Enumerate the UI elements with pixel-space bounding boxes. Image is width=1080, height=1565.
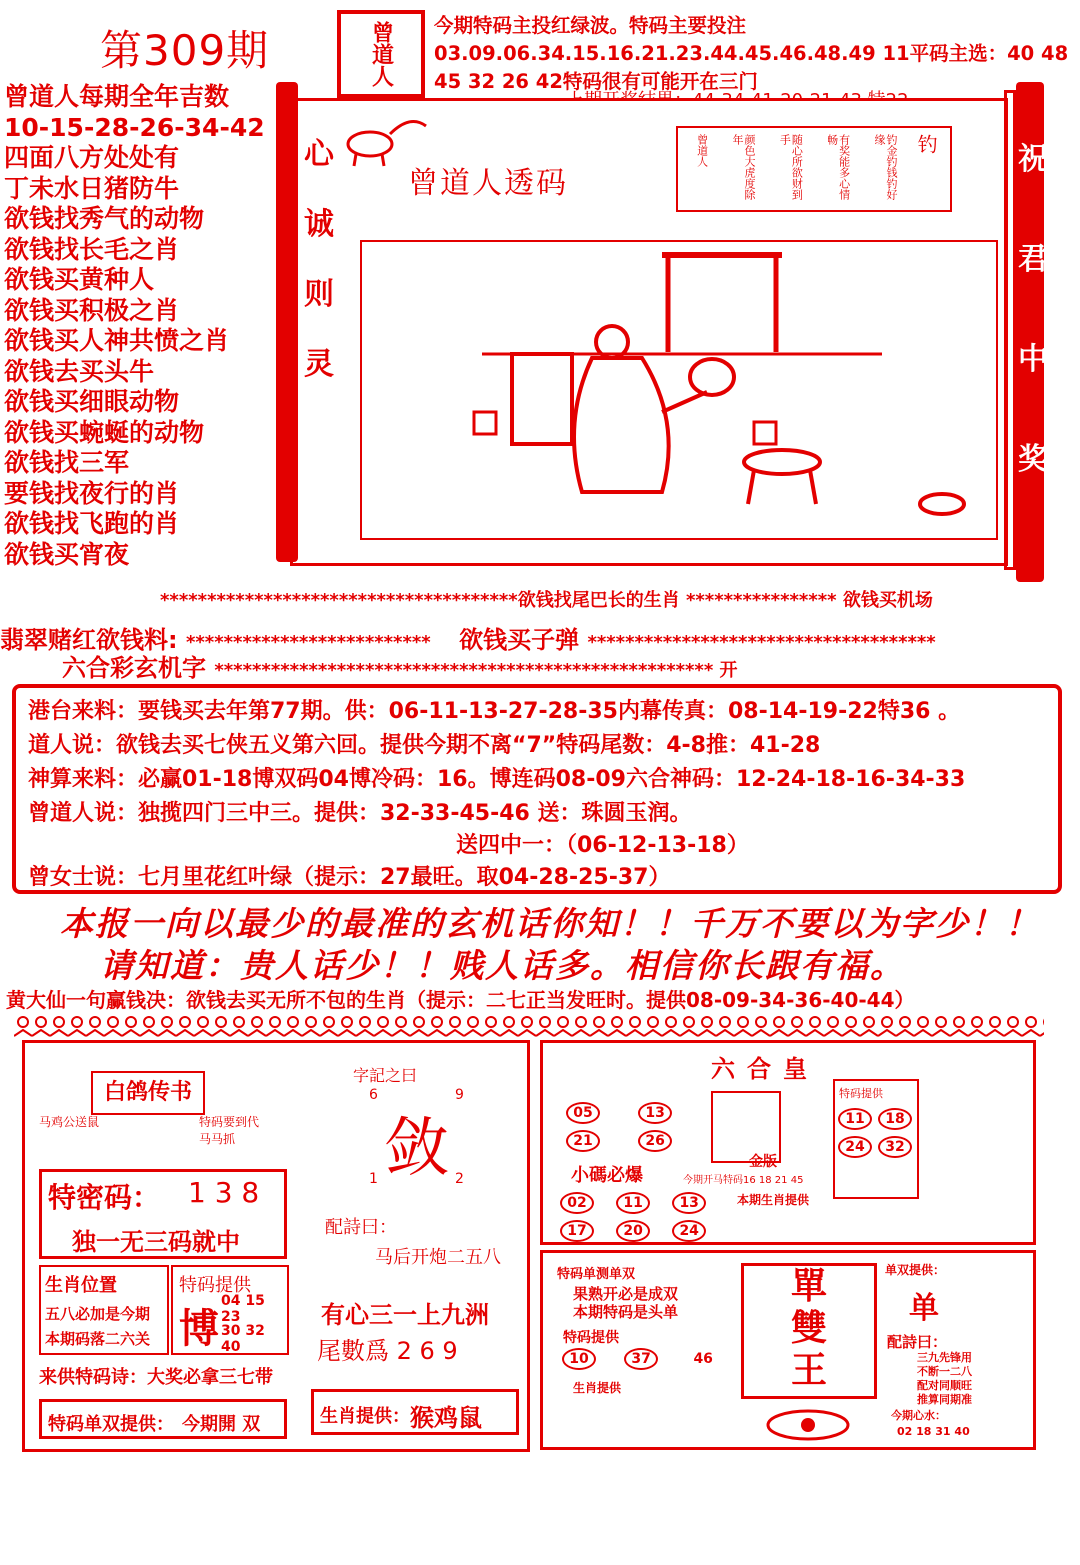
number-ball: 24 bbox=[672, 1220, 706, 1242]
feicui-mid: 欲钱买子弹 bbox=[459, 626, 580, 654]
info-line: 曾女士说：七月里花红叶绿（提示：27最旺。取04-28-25-37） bbox=[28, 865, 671, 890]
vertical-char: 灵 bbox=[304, 347, 334, 382]
riddle-line: 10-15-28-26-34-42 bbox=[4, 112, 265, 142]
number-ball: 13 bbox=[638, 1102, 672, 1124]
info-line: 道人说：欲钱去买七侠五义第六回。提供今期不离“7”特码尾数：4-8推：41-28 bbox=[28, 733, 821, 758]
right-char: 单 bbox=[909, 1291, 939, 1326]
peishi-label: 配詩曰： bbox=[325, 1217, 397, 1238]
verse-line: 曾道人 bbox=[695, 134, 709, 167]
number-ball: 17 bbox=[560, 1220, 594, 1242]
tema-provide-box bbox=[833, 1079, 919, 1199]
info-line: 曾道人说：独揽四门三中三。提供：32-33-45-46 送：珠圆玉润。 bbox=[28, 801, 692, 826]
feicui-label: 翡翠赌红欲钱料: bbox=[0, 626, 178, 654]
poem-tag: 来供特码诗：大奖必拿三七带 bbox=[39, 1367, 273, 1388]
small-balls-row bbox=[557, 1189, 737, 1245]
sx-provide-label: 生肖提供： bbox=[320, 1406, 410, 1427]
lhc-stars: ***************************************************** 开 bbox=[214, 660, 738, 681]
note-left: 马鸡公送鼠 bbox=[39, 1115, 100, 1129]
sx-provide-box bbox=[311, 1389, 519, 1435]
number-ball: 11 bbox=[838, 1108, 872, 1130]
weishu-line: 尾數爲 2 6 9 bbox=[317, 1337, 458, 1365]
sx-line: 五八必加是今期 bbox=[45, 1305, 151, 1323]
danshuang-box bbox=[39, 1399, 287, 1439]
issue-number: 第309期 bbox=[100, 26, 270, 75]
peishi-line: 不断一二八 bbox=[917, 1365, 972, 1378]
vertical-char: 奖 bbox=[1018, 442, 1048, 477]
riddle-line: 欲钱买积极之肖 bbox=[4, 295, 180, 325]
slogan-line: 本报一向以最少的最准的玄机话你知！！千万不要以为字少！！ bbox=[60, 904, 1040, 943]
info-line: 港台来料：要钱买去年第77期。供：06-11-13-27-28-35内幕传真：08-14-19-22特36 。 bbox=[28, 699, 961, 724]
number-ball: 10 bbox=[562, 1348, 596, 1370]
vertical-char: 心 bbox=[304, 137, 334, 172]
box-c-line: 果熟开必是成双 bbox=[573, 1285, 679, 1303]
footer-label: 本期生肖提供 bbox=[737, 1193, 810, 1207]
number-ball: 11 bbox=[616, 1192, 650, 1214]
box-c-line: 本期特码是头单 bbox=[573, 1303, 679, 1321]
verse-line: 有奖能多心情畅 bbox=[825, 134, 851, 200]
zi-char: 敛 bbox=[385, 1112, 449, 1186]
big-char: 單 bbox=[790, 1266, 827, 1307]
flower-ornament-icon bbox=[763, 1407, 853, 1443]
verse-line: 钓 bbox=[914, 134, 939, 154]
vertical-char: 诚 bbox=[304, 207, 334, 242]
slogan-line: 请知道：贵人话少！！贱人话多。相信你长跟有福。 bbox=[100, 946, 905, 985]
bai-ge-title: 白鸽传书 bbox=[91, 1071, 205, 1115]
golden-label: 金版 bbox=[749, 1154, 777, 1170]
tema-value: 1 3 8 bbox=[188, 1176, 260, 1209]
taoist-scene-illustration bbox=[360, 240, 998, 540]
peishi-line: 配对同顺旺 bbox=[917, 1379, 972, 1392]
riddle-line: 要钱找夜行的肖 bbox=[4, 478, 180, 508]
zi-number: 9 bbox=[455, 1087, 464, 1103]
zeng-dao-ren-logo bbox=[337, 10, 425, 98]
number-ball: 46 bbox=[693, 1351, 713, 1367]
box-c-title: 特码单测单双 bbox=[557, 1267, 636, 1282]
scroll-right-frame bbox=[1004, 90, 1016, 570]
zi-number: 6 bbox=[369, 1087, 378, 1103]
scroll-left-rod bbox=[276, 82, 298, 562]
box-c-balls bbox=[559, 1345, 723, 1373]
nums-line: 04 15 23 bbox=[221, 1293, 265, 1325]
bai-ge-chuan-shu-panel bbox=[22, 1040, 530, 1452]
number-ball: 18 bbox=[878, 1108, 912, 1130]
small-code-title: 小碼必爆 bbox=[571, 1165, 643, 1186]
peishi-line: 马后开炮二五八 bbox=[375, 1247, 501, 1268]
riddle-line: 曾道人每期全年吉数 bbox=[4, 82, 230, 111]
vertical-char: 君 bbox=[1018, 242, 1048, 277]
jinqi-nums: 02 18 31 40 bbox=[897, 1425, 970, 1438]
number-ball: 24 bbox=[838, 1136, 872, 1158]
verse-line: 随心所欲财到手 bbox=[778, 134, 804, 200]
left-riddle-column bbox=[4, 82, 276, 570]
vertical-char: 祝 bbox=[1018, 142, 1048, 177]
riddle-line: 欲钱买黄种人 bbox=[4, 265, 155, 294]
zi-title: 字記之曰 bbox=[353, 1066, 418, 1085]
riddle-line: 欲钱买蜿蜒的动物 bbox=[4, 417, 205, 447]
number-ball: 20 bbox=[616, 1220, 650, 1242]
top-note: 今期特码主投红绿波。特码主要投注03.09.06.34.15.16.21.23.44.45.46.48.49 11平码主选：40 48 45 32 26 42特码很有可能开在三门 bbox=[434, 14, 1069, 93]
right-title: 单双提供： bbox=[885, 1263, 946, 1277]
liuhecai-line bbox=[62, 648, 738, 683]
bo-char: 博 bbox=[179, 1306, 219, 1352]
logo-text: 曾道人 bbox=[368, 21, 394, 87]
tema-provide-title: 特码提供 bbox=[179, 1275, 251, 1296]
verse-box bbox=[676, 126, 952, 212]
riddle-line: 欲钱买宵夜 bbox=[4, 539, 130, 569]
vertical-char: 则 bbox=[304, 277, 334, 312]
zi-number: 2 bbox=[455, 1171, 464, 1187]
sx-provide-value: 猴鸡鼠 bbox=[410, 1404, 482, 1432]
shengxiao-position-box bbox=[39, 1265, 169, 1355]
number-ball: 02 bbox=[560, 1192, 594, 1214]
nums-line: 30 32 40 bbox=[221, 1323, 265, 1355]
tema-label: 特密码： bbox=[48, 1181, 161, 1214]
duyi-text: 独一无三码就中 bbox=[72, 1228, 240, 1256]
riddle-line: 丁未水日猪防牛 bbox=[4, 173, 180, 203]
number-ball: 13 bbox=[672, 1192, 706, 1214]
number-ball: 26 bbox=[638, 1130, 672, 1152]
scroll-right-vertical-text bbox=[1018, 110, 1048, 510]
vertical-char: 中 bbox=[1018, 342, 1048, 377]
peishi-line: 三九先锋用 bbox=[917, 1351, 972, 1364]
star-line: **************************************欲钱找尾巴长的生肖 **************** 欲钱买机场 bbox=[160, 590, 933, 611]
liu-he-huang-title: 六合皇 bbox=[711, 1055, 819, 1083]
youxin-line: 有心三一上九洲 bbox=[321, 1301, 489, 1329]
verse-line: 颜色大虎度除年 bbox=[730, 134, 756, 200]
box-c-tema: 特码提供 bbox=[563, 1330, 619, 1346]
sx-line: 本期码落二六关 bbox=[45, 1330, 151, 1348]
tema-box bbox=[39, 1169, 287, 1259]
zi-number: 1 bbox=[369, 1171, 378, 1187]
big-char: 雙 bbox=[790, 1308, 827, 1349]
danshuang-label: 特码单双提供： bbox=[48, 1414, 174, 1435]
dan-shuang-wang-box bbox=[741, 1263, 877, 1399]
lhc-label: 六合彩玄机字 bbox=[62, 654, 206, 682]
big-char: 王 bbox=[790, 1350, 827, 1391]
row-line: 今期开马特码16 18 21 45 bbox=[683, 1175, 804, 1186]
decorative-band-icon bbox=[14, 1012, 1044, 1040]
jinqi-label: 今期心水： bbox=[891, 1409, 946, 1422]
huang-da-xian-line: 黄大仙一句赢钱决：欲钱去买无所不包的生肖（提示：二七正当发旺时。提供08-09-34-36-40-44） bbox=[6, 988, 915, 1012]
number-ball: 05 bbox=[566, 1102, 600, 1124]
danshuang-value: 今期開 双 bbox=[182, 1414, 261, 1435]
liu-he-huang-panel bbox=[540, 1040, 1036, 1245]
verse-line: 钓金钓钱钓好缘 bbox=[872, 134, 898, 200]
feicui-stars: ************************** bbox=[185, 632, 431, 653]
feicui-stars-2: ************************************* bbox=[587, 632, 936, 653]
riddle-line: 四面八方处处有 bbox=[4, 143, 180, 172]
ox-illustration-icon bbox=[330, 104, 430, 174]
number-ball: 32 bbox=[878, 1136, 912, 1158]
tema-provide-box bbox=[171, 1265, 289, 1355]
box-c-sx: 生肖提供 bbox=[573, 1381, 622, 1395]
note-right: 特码要到代马马抓 bbox=[199, 1115, 260, 1146]
number-ball: 37 bbox=[624, 1348, 658, 1370]
riddle-line: 欲钱去买头牛 bbox=[4, 356, 155, 386]
tema-provide-title: 特码提供 bbox=[839, 1087, 883, 1100]
info-line: 神算来料：必赢01-18博双码04博冷码：16。博连码08-09六合神码：12-24-18-16-34-33 bbox=[28, 767, 966, 792]
riddle-line: 欲钱买人神共愤之肖 bbox=[4, 326, 230, 355]
peishi-label: 配詩曰： bbox=[887, 1333, 948, 1351]
touma-title: 曾道人透码 bbox=[408, 166, 568, 201]
riddle-line: 欲钱找秀气的动物 bbox=[4, 204, 205, 233]
riddle-line: 欲钱找飞跑的肖 bbox=[4, 509, 180, 538]
riddle-line: 欲钱找三军 bbox=[4, 448, 130, 477]
info-box bbox=[12, 684, 1062, 894]
dan-shuang-wang-panel bbox=[540, 1250, 1036, 1450]
info-line: 送四中一：（06-12-13-18） bbox=[456, 833, 749, 858]
riddle-line: 欲钱找长毛之肖 bbox=[4, 234, 180, 264]
number-ball: 21 bbox=[566, 1130, 600, 1152]
riddle-line: 欲钱买细眼动物 bbox=[4, 387, 180, 416]
peishi-line: 推算同期准 bbox=[917, 1393, 972, 1406]
balls-row bbox=[563, 1099, 683, 1155]
taoist-figure-icon bbox=[362, 242, 996, 538]
sx-title: 生肖位置 bbox=[45, 1275, 117, 1296]
